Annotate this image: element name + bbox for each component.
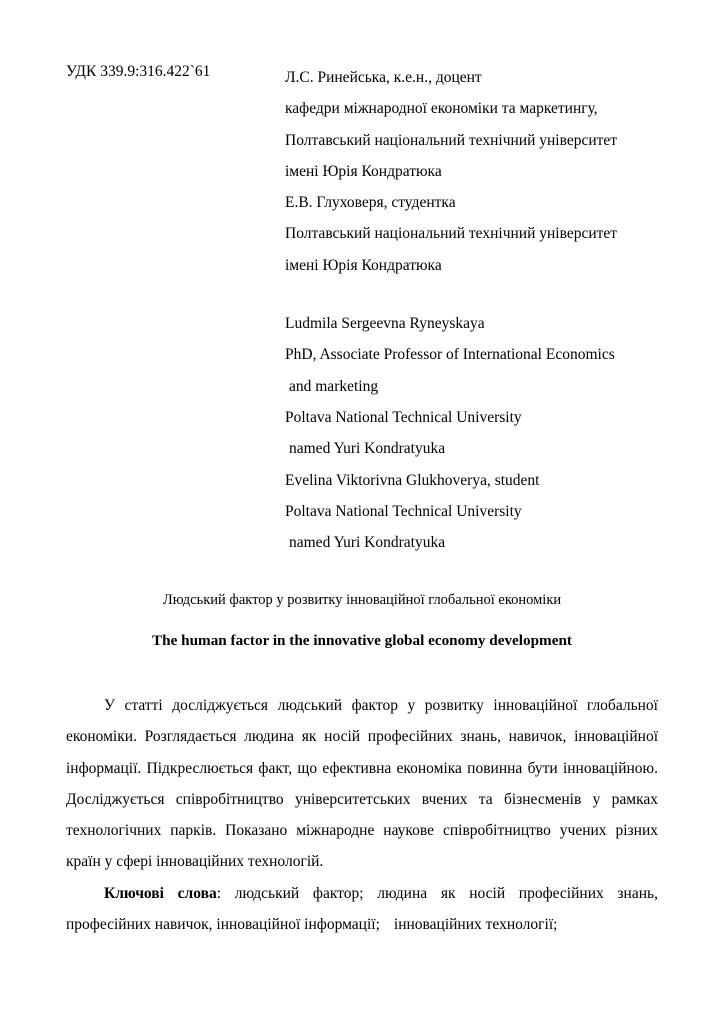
keywords-text-first: : людський фактор; людина як носій професійних знань, професійних навичок, інноваційної інформації; [66,884,658,934]
keywords-text-second: інноваційних технології; [393,916,558,934]
article-title-ukrainian: Людський фактор у розвитку інноваційної глобальної економіки [162,592,562,608]
author-line-ua-5: Е.В. Глуховеря, студентка [285,194,456,212]
author-line-ua-7: імені Юрія Кондратюка [285,256,442,274]
author-line-ua-1: Л.С. Ринейська, к.е.н., доцент [285,69,482,86]
author-line-en-6: Evelina Viktorivna Glukhoverya, student [285,471,540,489]
author-block-separator [285,281,685,308]
author-line-ua-3: Полтавський національний технічний університет [285,131,618,149]
keywords-paragraph [66,878,658,941]
author-line-en-3: and marketing [289,377,379,395]
keywords-label: Ключові слова [104,884,217,902]
udc-code: УДК 339.9:316.422`61 [66,63,211,80]
author-affiliation-block [285,62,685,558]
author-line-en-5: named Yuri Kondratyuka [289,440,446,458]
abstract-paragraph: У статті досліджується людський фактор у розвитку інноваційної глобальної економіки. Розглядається людина як носій професійних знань, навичок, інноваційної інформації. Підкреслюється факт, що ефективна економіка повинна бути інноваційною. Досліджується співробітництво університетських вчених та бізнесменів у рамках технологічних парків. Показано міжнародне наукове співробітництво учених різних країн у сфері інноваційних технологій. [66,697,658,871]
author-line-en-2: PhD, Associate Professor of International Economics [285,346,615,364]
abstract-section [66,690,658,940]
author-line-en-8: named Yuri Kondratyuka [289,534,446,552]
author-line-ua-2: кафедри міжнародної економіки та маркетингу, [285,100,598,118]
author-line-en-4: Poltava National Technical University [285,408,522,426]
author-line-ua-4: імені Юрія Кондратюка [285,162,442,180]
article-title-english: The human factor in the innovative global economy development [152,632,572,649]
author-line-ua-6: Полтавський національний технічний університет [285,225,618,243]
author-line-en-1: Ludmila Sergeevna Ryneyskaya [285,315,485,333]
author-line-en-7: Poltava National Technical University [285,502,522,520]
